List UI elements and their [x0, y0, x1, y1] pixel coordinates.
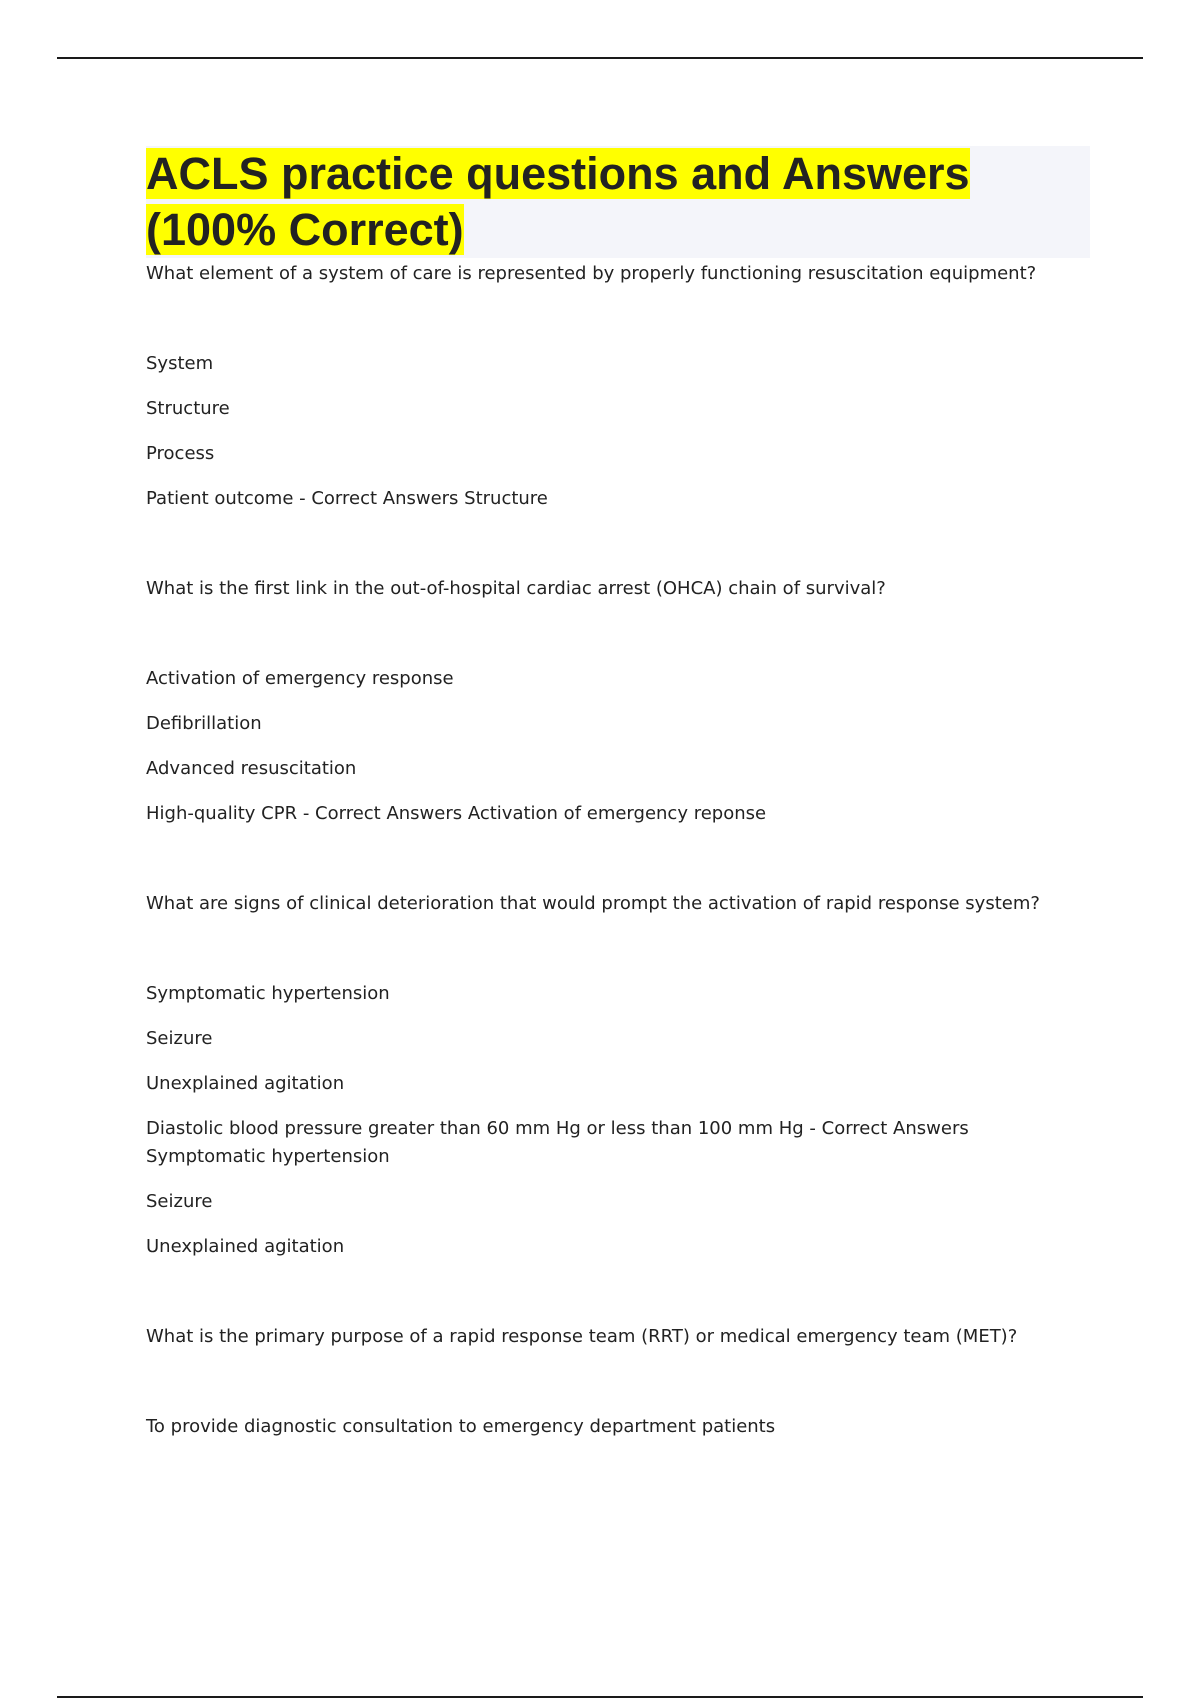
option-3-answer-cont-2: Unexplained agitation	[146, 1236, 345, 1257]
option-2-2: Defibrillation	[146, 713, 262, 734]
title-highlight: ACLS practice questions and Answers (100% Correct)	[146, 148, 970, 255]
option-2-3: Advanced resuscitation	[146, 758, 357, 779]
question-3: What are signs of clinical deterioration that would prompt the activation of rapid response system?	[146, 893, 1040, 914]
option-2-answer: High-quality CPR - Correct Answers Activation of emergency reponse	[146, 803, 767, 824]
footer-rule	[57, 1696, 1143, 1698]
option-3-1: Symptomatic hypertension	[146, 983, 390, 1004]
option-1-1: System	[146, 353, 214, 374]
option-3-answer-cont-1: Seizure	[146, 1191, 213, 1212]
option-4-1: To provide diagnostic consultation to emergency department patients	[146, 1416, 776, 1437]
option-3-3: Unexplained agitation	[146, 1073, 345, 1094]
option-1-answer: Patient outcome - Correct Answers Structure	[146, 488, 548, 509]
option-3-answer: Diastolic blood pressure greater than 60 mm Hg or less than 100 mm Hg - Correct Answers Symptomatic hypertension	[146, 1118, 969, 1167]
question-2: What is the first link in the out-of-hospital cardiac arrest (OHCA) chain of survival?	[146, 578, 886, 599]
question-4: What is the primary purpose of a rapid response team (RRT) or medical emergency team (MET)?	[146, 1326, 1018, 1347]
option-2-1: Activation of emergency response	[146, 668, 454, 689]
option-3-2: Seizure	[146, 1028, 213, 1049]
option-1-3: Process	[146, 443, 215, 464]
header-rule	[57, 57, 1143, 59]
title-block	[146, 146, 1090, 258]
option-1-2: Structure	[146, 398, 230, 419]
document-body	[146, 146, 1090, 1458]
question-1: What element of a system of care is represented by properly functioning resuscitation equipment?	[146, 263, 1037, 284]
document-title	[146, 146, 1090, 258]
